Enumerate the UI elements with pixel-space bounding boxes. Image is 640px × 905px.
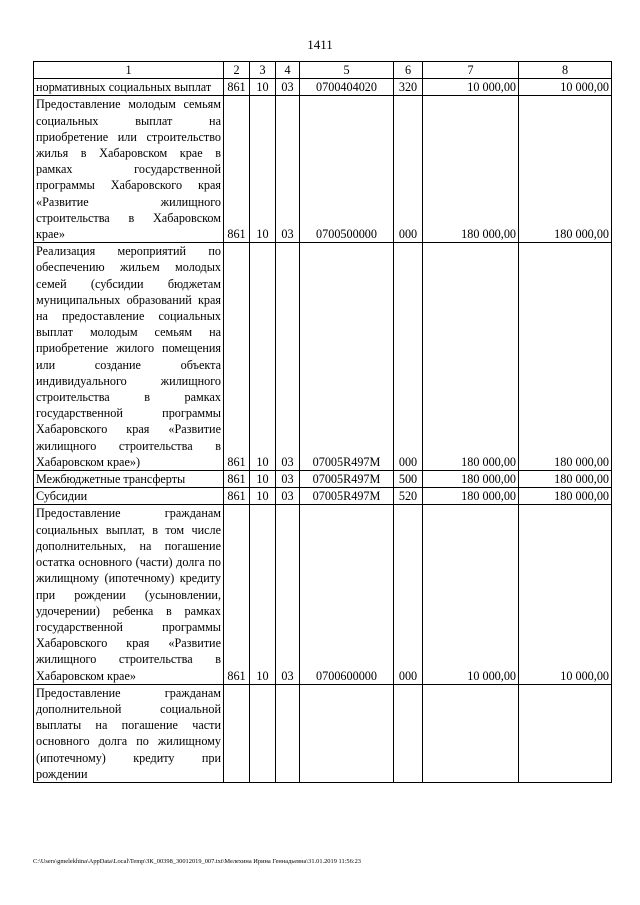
row-ministry-code: 861 [224, 243, 250, 471]
row-expense-type: 520 [394, 488, 423, 505]
row-target-article: 07005R497M [300, 471, 394, 488]
row-expense-type: 500 [394, 471, 423, 488]
row-section-code: 10 [250, 79, 276, 96]
row-subsection-code: 03 [276, 96, 300, 243]
row-target-article: 07005R497M [300, 243, 394, 471]
header-cell-1: 1 [34, 62, 224, 79]
table-row [34, 488, 612, 505]
budget-table [33, 61, 612, 783]
header-cell-2: 2 [224, 62, 250, 79]
row-target-article: 07005R497M [300, 488, 394, 505]
row-name: Субсидии [34, 488, 224, 505]
row-ministry-code: 861 [224, 96, 250, 243]
header-cell-6: 6 [394, 62, 423, 79]
row-target-article: 0700600000 [300, 505, 394, 684]
header-cell-3: 3 [250, 62, 276, 79]
row-amount-2: 10 000,00 [519, 505, 612, 684]
row-section-code: 10 [250, 96, 276, 243]
row-subsection-code: 03 [276, 79, 300, 96]
header-cell-7: 7 [423, 62, 519, 79]
header-cell-5: 5 [300, 62, 394, 79]
row-name: Предоставление гражданам дополнительной социальной выплаты на погашение части основного долга по жилищному (ипотечному) кредиту при рождении [34, 684, 224, 782]
row-section-code: 10 [250, 488, 276, 505]
row-ministry-code: 861 [224, 505, 250, 684]
row-amount-1 [423, 684, 519, 782]
row-amount-1: 180 000,00 [423, 471, 519, 488]
row-subsection-code: 03 [276, 471, 300, 488]
row-subsection-code [276, 684, 300, 782]
page-number: 1411 [307, 37, 333, 52]
row-amount-1: 180 000,00 [423, 488, 519, 505]
header-cell-8: 8 [519, 62, 612, 79]
row-amount-2: 180 000,00 [519, 471, 612, 488]
row-expense-type [394, 684, 423, 782]
row-amount-2: 180 000,00 [519, 488, 612, 505]
footer-file-path: C:\Users\gmelekhina\AppData\Local\Temp\ЗК_00398_30012019_007.txt\Мелехина Ирина Геннадьевна\31.01.2019 11:56:23 [33, 858, 361, 865]
table-header-row [34, 62, 612, 79]
row-expense-type: 000 [394, 243, 423, 471]
row-subsection-code: 03 [276, 243, 300, 471]
row-amount-1: 180 000,00 [423, 243, 519, 471]
row-expense-type: 320 [394, 79, 423, 96]
row-target-article [300, 684, 394, 782]
table-row [34, 471, 612, 488]
row-target-article: 0700404020 [300, 79, 394, 96]
row-amount-1: 10 000,00 [423, 505, 519, 684]
table-row [34, 96, 612, 243]
table-row [34, 684, 612, 782]
row-section-code [250, 684, 276, 782]
row-amount-2: 180 000,00 [519, 96, 612, 243]
row-name: Предоставление молодым семьям социальных выплат на приобретение или строительство жилья в Хабаровском крае в рамках государственной программы Хабаровского края «Развитие жилищного строительства в Хабаровском крае» [34, 96, 224, 243]
row-ministry-code: 861 [224, 79, 250, 96]
row-subsection-code: 03 [276, 488, 300, 505]
row-ministry-code: 861 [224, 488, 250, 505]
row-target-article: 0700500000 [300, 96, 394, 243]
row-expense-type: 000 [394, 96, 423, 243]
table-row [34, 79, 612, 96]
table-row [34, 243, 612, 471]
row-amount-1: 10 000,00 [423, 79, 519, 96]
row-ministry-code [224, 684, 250, 782]
row-amount-1: 180 000,00 [423, 96, 519, 243]
row-expense-type: 000 [394, 505, 423, 684]
row-name: Реализация мероприятий по обеспечению жильем молодых семей (субсидии бюджетам муниципальных образований края на предоставление социальных выплат молодым семьям на приобретение жилого помещения или создание объекта индивидуального жилищного строительства в рамках государственной программы Хабаровского края «Развитие жилищного строительства в Хабаровском крае») [34, 243, 224, 471]
row-ministry-code: 861 [224, 471, 250, 488]
row-amount-2: 10 000,00 [519, 79, 612, 96]
row-amount-2 [519, 684, 612, 782]
row-subsection-code: 03 [276, 505, 300, 684]
row-name: Предоставление гражданам социальных выплат, в том числе дополнительных, на погашение остатка основного (части) долга по жилищному (ипотечному) кредиту при рождении (усыновлении, удочерении) ребенка в рамках государственной программы Хабаровского края «Развитие жилищного строительства в Хабаровском крае» [34, 505, 224, 684]
table-row [34, 505, 612, 684]
row-section-code: 10 [250, 243, 276, 471]
row-section-code: 10 [250, 471, 276, 488]
row-section-code: 10 [250, 505, 276, 684]
row-amount-2: 180 000,00 [519, 243, 612, 471]
row-name: Межбюджетные трансферты [34, 471, 224, 488]
header-cell-4: 4 [276, 62, 300, 79]
row-name: нормативных социальных выплат [34, 79, 224, 96]
